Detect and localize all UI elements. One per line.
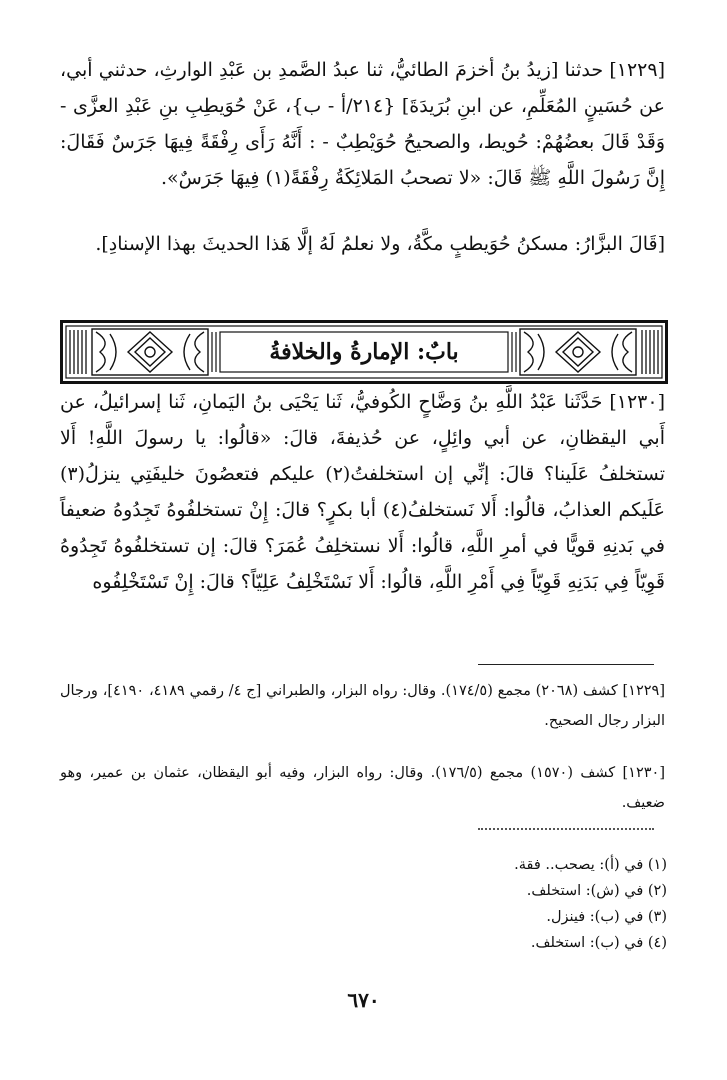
footnote-2: (٢) في (ش): استخلف. [526,883,667,899]
left-ornament-icon [92,329,208,375]
right-ornament-icon [520,329,636,375]
page-number: ٦٧٠ [347,988,380,1012]
footnotes-list [367,852,667,956]
footnote-separator [478,664,654,665]
footnote-3: (٣) في (ب): فينزل. [546,909,667,925]
chapter-banner [60,320,668,384]
footnote-4: (٤) في (ب): استخلف. [530,935,667,951]
footnote-dotted-separator [478,828,654,830]
hadith-1229-text: [١٢٢٩] حدثنا [زيدُ بنُ أخزمَ الطائيُّ، ثنا عبدُ الصَّمدِ بن عَبْدِ الوارثِ، حدثني أبي، عن حُسَينٍ المُعَلِّمِ، عن ابنِ بُرَيدَةَ] {٢١٤/أ - ب}، عَنْ حُوَيطِبِ بنِ عَبْدِ العزَّى - وَقَدْ قَالَ بعضُهُمْ: حُويط، والصحيحُ حُوَيْطِبٌ - : أَنَّهُ رَأَى رِفْقَةً فِيهَا جَرَسٌ فَقَالَ: إِنَّ رَسُولَ اللَّهِ ﷺ قَالَ: «لا تصحبُ المَلائِكَةُ رِفْقَةً(١) فِيهَا جَرَسٌ». [60,59,665,189]
bazzar-comment-text: [قَالَ البزَّارُ: مسكنُ حُوَيطبٍ مكَّةُ، ولا نعلمُ لَهُ إلَّا هَذا الحديثَ بهذا الإسنادِ]. [95,233,665,255]
chapter-title: بابٌ: الإمارةُ والخلافةُ [269,339,459,365]
hadith-1230 [60,384,665,600]
hadith-1229 [60,52,665,196]
source-note-1230: [١٢٣٠] كشف (١٥٧٠) مجمع (١٧٦/٥). وقال: رواه البزار، وفيه أبو اليقظان، عثمان بن عمير، وهو ضعيف. [60,765,665,811]
hadith-1230-text: [١٢٣٠] حَدَّثَنا عَبْدُ اللَّهِ بنُ وَضَّاحٍ الكُوفيُّ، ثَنا يَحْيَى بنُ اليَمانِ، ثَنا إسرائيلُ، عن أَبي اليقظانِ، عن أبي وائِلٍ، عن حُذيفةَ، قالَ: «قالُوا: يا رسولَ اللَّهِ! أَلا تستخلفُ عَلَينا؟ قالَ: إنِّي إن استخلفتُ(٢) عليكم فتعصُونَ خليفَتِي ينزلُ(٣) عَلَيكم العذابُ، قالُوا: أَلا نَستخلفُ(٤) أبا بكرٍ؟ قالَ: إِنْ تستخلفُوهُ تَجِدُوهُ ضعيفاً في بَدنِهِ قويًّا في أمرِ اللَّهِ، قالُوا: أَلا نستخلِفُ عُمَرَ؟ قالَ: إن تستخلفُوهُ تَجِدُوهُ قَوِيّاً فِي بَدَنِهِ قَوِيّاً فِي أَمْرِ اللَّهِ، قالُوا: أَلا نَسْتَخْلِفُ عَلِيّاً؟ قالَ: إِنْ تَسْتَخْلِفُوه [60,391,666,593]
bazzar-comment [60,226,665,262]
source-note-1229: [١٢٢٩] كشف (٢٠٦٨) مجمع (١٧٤/٥). وقال: رواه البزار، والطبراني [ج ٤/ رقمي ٤١٨٩، ٤١٩٠]، ورجال البزار رجال الصحيح. [60,683,665,729]
footnote-1: (١) في (أ): يصحب.. فقة. [514,857,667,873]
